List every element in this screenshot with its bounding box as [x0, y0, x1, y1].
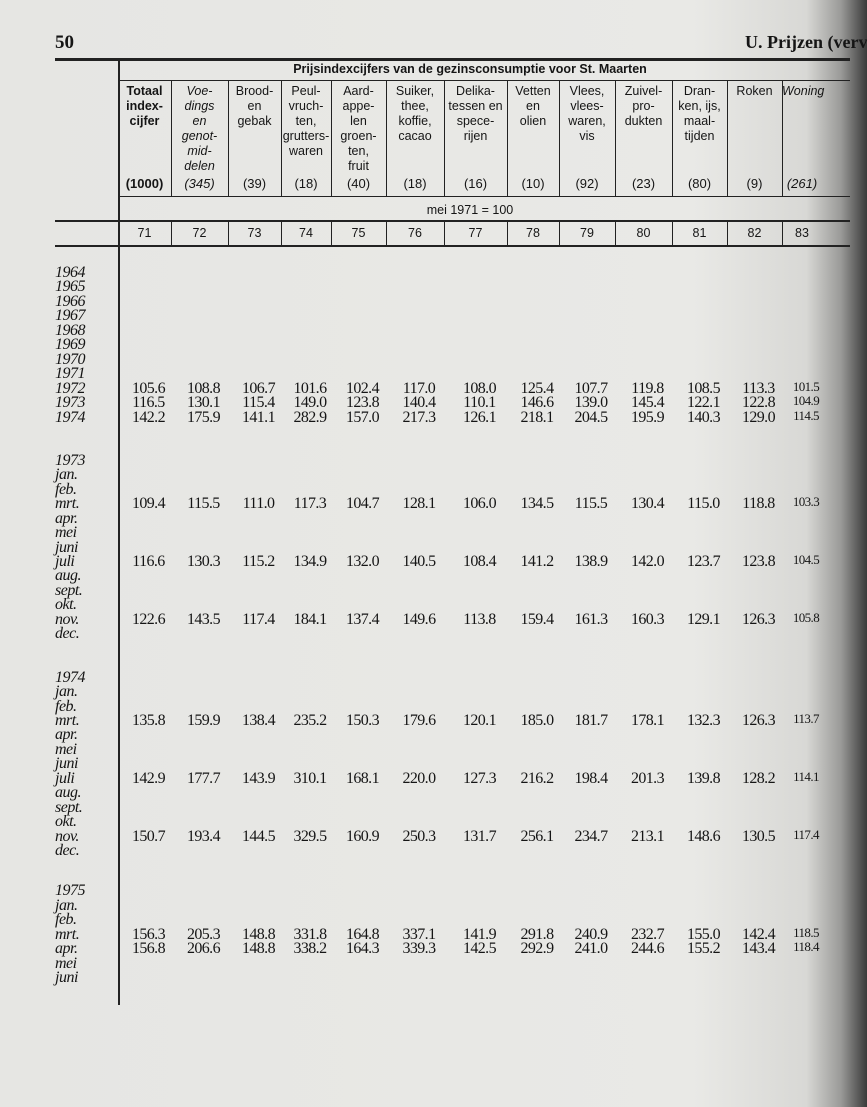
table-cell: 213.1 — [630, 827, 664, 845]
table-cell: 109.4 — [131, 495, 165, 513]
table-cell: 122.1 — [686, 394, 720, 412]
column-header-line: en — [192, 114, 207, 128]
row-label: 1974 — [55, 408, 85, 426]
column-number: 78 — [526, 226, 540, 240]
table-cell: 108.0 — [462, 379, 496, 397]
column-weight: (92) — [575, 176, 599, 191]
table-cell: 135.8 — [131, 711, 165, 729]
column-number: 77 — [468, 226, 483, 240]
row-label: apr. — [55, 726, 78, 744]
table-cell: 119.8 — [631, 379, 664, 397]
column-number-rule — [55, 245, 850, 247]
table-cell: 235.2 — [293, 711, 327, 729]
column-header-line: olien — [519, 114, 547, 128]
column-header-line: waren, — [568, 114, 606, 128]
table-cell: 139.8 — [686, 769, 720, 787]
table-cell: 101.5 — [792, 378, 820, 394]
column-number: 83 — [795, 226, 809, 240]
row-label: feb. — [55, 697, 77, 715]
table-cell: 142.0 — [630, 553, 664, 570]
table-cell: 232.7 — [630, 925, 664, 943]
row-label: 1968 — [55, 321, 85, 339]
row-label: juni — [55, 538, 78, 556]
column-header-line: Woning — [782, 84, 825, 98]
table-cell: 122.8 — [741, 394, 775, 412]
row-label: okt. — [55, 813, 77, 831]
table-cell: 114.1 — [793, 768, 819, 784]
row-label: dec. — [55, 842, 80, 859]
column-header — [507, 84, 559, 129]
table-cell: 118.8 — [742, 495, 775, 513]
row-label: 1973 — [55, 394, 85, 412]
table-cell: 118.4 — [793, 939, 819, 955]
column-weight: (16) — [463, 176, 488, 191]
column-header-line: Delika- — [456, 84, 495, 98]
column-header-line: ten, — [295, 114, 317, 128]
column-header-line: appe- — [342, 99, 375, 113]
column-weight: (345) — [184, 176, 215, 191]
table-cell: 256.1 — [520, 827, 554, 845]
column-weight: (9) — [746, 176, 763, 191]
row-label: aug. — [55, 567, 81, 585]
table-cell: 117.4 — [793, 826, 819, 842]
table-cell: 113.3 — [742, 379, 775, 397]
table-cell: 115.5 — [574, 495, 608, 513]
table-cell: 244.6 — [630, 940, 664, 958]
row-label: nov. — [55, 827, 79, 845]
table-cell: 131.7 — [462, 827, 496, 845]
table-cell: 134.5 — [520, 495, 554, 513]
table-cell: 104.7 — [345, 495, 379, 513]
column-header-line: dings — [184, 99, 215, 113]
table-cell: 126.3 — [741, 711, 775, 729]
column-header-line: rijen — [463, 129, 488, 143]
table-cell: 218.1 — [520, 408, 554, 426]
table-cell: 148.8 — [241, 925, 275, 943]
column-header-line: maal- — [683, 114, 716, 128]
column-header-line: tessen en — [448, 99, 503, 113]
row-label: sept. — [55, 581, 83, 599]
column-header — [444, 84, 507, 144]
column-header-line: delen — [184, 159, 215, 173]
table-cell: 117.4 — [242, 610, 275, 628]
table-cell: 128.1 — [402, 495, 436, 513]
column-header-line: Totaal — [126, 84, 163, 98]
row-label: 1966 — [55, 292, 85, 310]
column-header — [281, 84, 331, 159]
table-cell: 175.9 — [186, 408, 220, 426]
table-cell: 149.6 — [402, 610, 436, 628]
table-cell: 150.7 — [131, 827, 165, 845]
table-cell: 143.4 — [741, 940, 775, 958]
table-cell: 150.3 — [345, 711, 379, 729]
column-header-line: vruch- — [288, 99, 324, 113]
table-cell: 106.0 — [462, 495, 496, 513]
column-number: 79 — [580, 226, 594, 240]
table-cell: 201.3 — [630, 769, 664, 787]
row-label: juni — [55, 755, 78, 773]
column-number: 81 — [692, 226, 707, 240]
table-cell: 129.0 — [741, 408, 775, 426]
table-cell: 126.1 — [462, 408, 496, 426]
table-cell: 117.3 — [293, 495, 327, 513]
row-label: mei — [55, 740, 77, 758]
page-number: 50 — [55, 32, 74, 53]
row-label: 1973 — [55, 451, 85, 469]
table-cell: 140.3 — [686, 408, 720, 426]
table-cell: 179.6 — [402, 711, 436, 729]
row-label: 1972 — [55, 379, 85, 397]
table-cell: 123.8 — [345, 394, 379, 412]
table-cell: 195.9 — [630, 408, 664, 426]
table-cell: 105.6 — [131, 379, 165, 397]
table-cell: 114.5 — [793, 407, 819, 423]
base-rule — [55, 220, 850, 222]
table-cell: 156.3 — [131, 925, 165, 943]
column-header-line: dukten — [624, 114, 663, 128]
column-header-line: tijden — [684, 129, 715, 143]
table-cell: 113.8 — [463, 610, 496, 628]
column-number: 71 — [137, 226, 152, 240]
table-cell: 234.7 — [574, 827, 608, 845]
row-label: 1964 — [55, 264, 85, 281]
row-label: apr. — [55, 940, 78, 958]
table-cell: 101.6 — [293, 379, 327, 397]
column-header-line: len — [350, 114, 367, 128]
row-label: jan. — [55, 683, 78, 701]
table-cell: 118.5 — [793, 924, 819, 940]
table-cell: 115.5 — [187, 495, 220, 513]
column-header-line: Dran- — [683, 84, 716, 98]
column-header — [672, 84, 727, 144]
table-cell: 108.8 — [186, 379, 220, 397]
column-header-line: gebak — [237, 114, 272, 128]
row-label: 1974 — [55, 668, 85, 686]
table-cell: 184.1 — [293, 610, 327, 628]
base-period: mei 1971 = 100 — [426, 203, 514, 217]
table-cell: 141.2 — [520, 553, 554, 570]
column-header-line: cacao — [398, 129, 432, 143]
table-cell: 181.7 — [574, 711, 608, 729]
column-header-line: vlees- — [570, 99, 604, 113]
column-header — [118, 84, 171, 129]
table-cell: 157.0 — [345, 408, 379, 426]
column-header-line: groen- — [340, 129, 377, 143]
row-label: juli — [55, 769, 75, 787]
table-cell: 110.1 — [463, 394, 496, 412]
column-header — [559, 84, 615, 144]
column-header — [171, 84, 228, 174]
table-cell: 143.9 — [241, 769, 275, 787]
column-header-line: spece- — [456, 114, 495, 128]
table-cell: 168.1 — [345, 769, 379, 787]
table-cell: 144.5 — [241, 827, 275, 845]
table-cell: 156.8 — [131, 940, 165, 958]
row-label: apr. — [55, 509, 78, 527]
row-label: 1970 — [55, 350, 85, 368]
column-weight: (40) — [346, 176, 371, 191]
running-head: U. Prijzen (verv — [745, 32, 867, 52]
column-header-line: index- — [126, 99, 163, 113]
column-header-line: Suiker, — [395, 84, 435, 98]
table-cell: 142.9 — [131, 769, 165, 787]
table-cell: 198.4 — [574, 769, 608, 787]
column-header-line: ken, ijs, — [678, 99, 721, 113]
row-label: mei — [55, 524, 77, 542]
table-cell: 220.0 — [402, 769, 436, 787]
table-cell: 292.9 — [520, 940, 554, 958]
table-cell: 216.2 — [520, 769, 554, 787]
table-cell: 103.3 — [792, 494, 820, 510]
column-weight: (10) — [521, 176, 545, 191]
table-cell: 142.2 — [131, 408, 165, 426]
table-cell: 206.6 — [186, 940, 220, 958]
table-cell: 140.4 — [402, 394, 436, 412]
table-cell: 122.6 — [131, 610, 165, 628]
table-cell: 132.0 — [345, 553, 379, 570]
column-number: 82 — [747, 226, 762, 240]
table-cell: 282.9 — [293, 408, 327, 426]
column-header-line: mid- — [187, 144, 212, 158]
column-weight: (39) — [242, 176, 267, 191]
table-cell: 339.3 — [402, 940, 436, 958]
table-cell: 130.3 — [186, 553, 220, 570]
row-label: okt. — [55, 596, 77, 614]
row-label: sept. — [55, 798, 83, 816]
column-header — [331, 84, 386, 174]
table-cell: 128.2 — [741, 769, 775, 787]
table-cell: 161.3 — [574, 610, 608, 628]
table-cell: 113.7 — [793, 710, 819, 726]
table-cell: 108.5 — [686, 379, 720, 397]
column-header-line: cijfer — [129, 114, 160, 128]
row-label: mrt. — [55, 495, 80, 513]
column-header-line: Roken — [736, 84, 773, 98]
row-label: juni — [55, 969, 78, 987]
table-cell: 141.1 — [241, 408, 275, 426]
column-header — [615, 84, 672, 129]
table-cell: 250.3 — [402, 827, 436, 845]
row-label: dec. — [55, 625, 80, 643]
table-cell: 125.4 — [520, 379, 554, 397]
row-label: jan. — [55, 466, 78, 484]
row-label: mrt. — [55, 925, 80, 943]
row-label: 1967 — [55, 307, 85, 325]
row-label: mrt. — [55, 711, 80, 729]
table-cell: 145.4 — [630, 394, 664, 412]
table-cell: 115.4 — [242, 394, 275, 412]
column-header-line: vis — [579, 129, 595, 143]
table-cell: 123.8 — [741, 553, 775, 570]
table-cell: 127.3 — [462, 769, 496, 787]
table-cell: 123.7 — [686, 553, 720, 570]
table-cell: 148.8 — [241, 940, 275, 958]
column-header-line: Voe- — [186, 84, 213, 98]
column-header-line: pro- — [632, 99, 655, 113]
table-cell: 204.5 — [574, 408, 608, 426]
row-label: 1965 — [55, 278, 85, 296]
column-header-line: ten, — [348, 144, 369, 158]
column-number: 72 — [192, 226, 207, 240]
column-header — [228, 84, 281, 129]
table-cell: 155.0 — [686, 925, 720, 943]
table-cell: 106.7 — [241, 379, 275, 397]
table-cell: 177.7 — [186, 769, 220, 787]
column-header-line: fruit — [348, 159, 369, 173]
column-number: 80 — [636, 226, 651, 240]
column-weight: (18) — [403, 176, 427, 191]
weight-rule — [118, 196, 850, 197]
table-cell: 115.2 — [242, 553, 275, 570]
table-cell: 205.3 — [186, 925, 220, 943]
table-cell: 310.1 — [293, 769, 327, 787]
row-label: 1975 — [55, 882, 85, 900]
table-cell: 146.6 — [520, 394, 554, 412]
table-cell: 140.5 — [402, 553, 436, 570]
table-cell: 108.4 — [462, 553, 496, 570]
table-cell: 291.8 — [520, 925, 554, 943]
table-cell: 159.4 — [520, 610, 554, 628]
table-cell: 241.0 — [574, 940, 608, 958]
column-weight: (261) — [786, 176, 818, 191]
table-cell: 102.4 — [345, 379, 379, 397]
table-cell: 331.8 — [293, 925, 327, 943]
row-label: mei — [55, 954, 77, 972]
table-cell: 111.0 — [242, 495, 275, 513]
column-number: 75 — [351, 226, 366, 240]
table-cell: 115.0 — [687, 495, 720, 513]
table-cell: 116.5 — [132, 394, 165, 412]
column-number: 74 — [299, 226, 313, 240]
table-cell: 160.3 — [630, 610, 664, 628]
column-header-line: en — [526, 99, 540, 113]
table-cell: 337.1 — [402, 925, 436, 943]
table-left-border — [118, 60, 120, 1005]
column-header-line: Aard- — [343, 84, 374, 98]
table-title: Prijsindexcijfers van de gezinsconsumptie voor St. Maarten — [293, 62, 647, 76]
table-cell: 134.9 — [293, 553, 327, 570]
table-cell: 155.2 — [686, 940, 720, 958]
table-cell: 148.6 — [686, 827, 720, 845]
table-cell: 104.5 — [792, 552, 820, 567]
row-label: juli — [55, 553, 75, 570]
table-cell: 104.9 — [792, 393, 820, 409]
table-cell: 164.8 — [345, 925, 379, 943]
table-cell: 105.8 — [792, 609, 820, 625]
table-cell: 329.5 — [293, 827, 327, 845]
table-cell: 159.9 — [186, 711, 220, 729]
table-cell: 138.4 — [241, 711, 275, 729]
column-header-line: en — [247, 99, 262, 113]
column-weight: (80) — [687, 176, 712, 191]
table-cell: 117.0 — [402, 379, 436, 397]
column-header-line: genot- — [181, 129, 218, 143]
column-header-line: Vlees, — [569, 84, 605, 98]
table-cell: 139.0 — [574, 394, 608, 412]
column-weight: (18) — [294, 176, 318, 191]
table-cell: 164.3 — [345, 940, 379, 958]
column-header-line: Vetten — [515, 84, 551, 98]
column-number: 76 — [408, 226, 422, 240]
table-cell: 130.1 — [186, 394, 220, 412]
row-label: feb. — [55, 480, 77, 498]
table-cell: 160.9 — [345, 827, 379, 845]
row-label: feb. — [55, 911, 77, 929]
table-cell: 143.5 — [186, 610, 220, 628]
column-header — [727, 84, 782, 99]
table-cell: 178.1 — [630, 711, 664, 729]
column-header — [782, 84, 825, 99]
table-cell: 126.3 — [741, 610, 775, 628]
table-cell: 338.2 — [293, 940, 327, 958]
table-cell: 141.9 — [462, 925, 496, 943]
table-cell: 138.9 — [574, 553, 608, 570]
column-number: 73 — [247, 226, 262, 240]
column-header-line: Brood- — [235, 84, 274, 98]
column-header-line: Zuivel- — [624, 84, 663, 98]
table-cell: 129.1 — [686, 610, 720, 628]
table-cell: 142.5 — [462, 940, 496, 958]
table-cell: 137.4 — [345, 610, 379, 628]
row-label: jan. — [55, 896, 78, 914]
column-header-line: grutters- — [282, 129, 330, 143]
row-label: aug. — [55, 784, 81, 802]
row-label: 1969 — [55, 336, 85, 354]
table-cell: 116.6 — [132, 553, 165, 570]
table-cell: 130.4 — [630, 495, 664, 513]
column-header-line: koffie, — [398, 114, 432, 128]
table-cell: 217.3 — [402, 408, 436, 426]
table-cell: 142.4 — [741, 925, 775, 943]
column-header — [386, 84, 444, 144]
table-cell: 132.3 — [686, 711, 720, 729]
column-header-line: thee, — [401, 99, 429, 113]
table-cell: 120.1 — [462, 711, 496, 729]
table-cell: 107.7 — [574, 379, 608, 397]
row-label: nov. — [55, 610, 79, 628]
column-weight: (23) — [631, 176, 656, 191]
table-cell: 185.0 — [520, 711, 554, 729]
table-cell: 240.9 — [574, 925, 608, 943]
column-header-line: Peul- — [291, 84, 321, 98]
row-label: 1971 — [55, 365, 85, 383]
table-cell: 130.5 — [741, 827, 775, 845]
top-rule — [55, 58, 850, 61]
table-cell: 149.0 — [293, 394, 327, 412]
table-cell: 193.4 — [186, 827, 220, 845]
column-weight: (1000) — [125, 176, 164, 191]
column-header-line: waren — [288, 144, 324, 158]
